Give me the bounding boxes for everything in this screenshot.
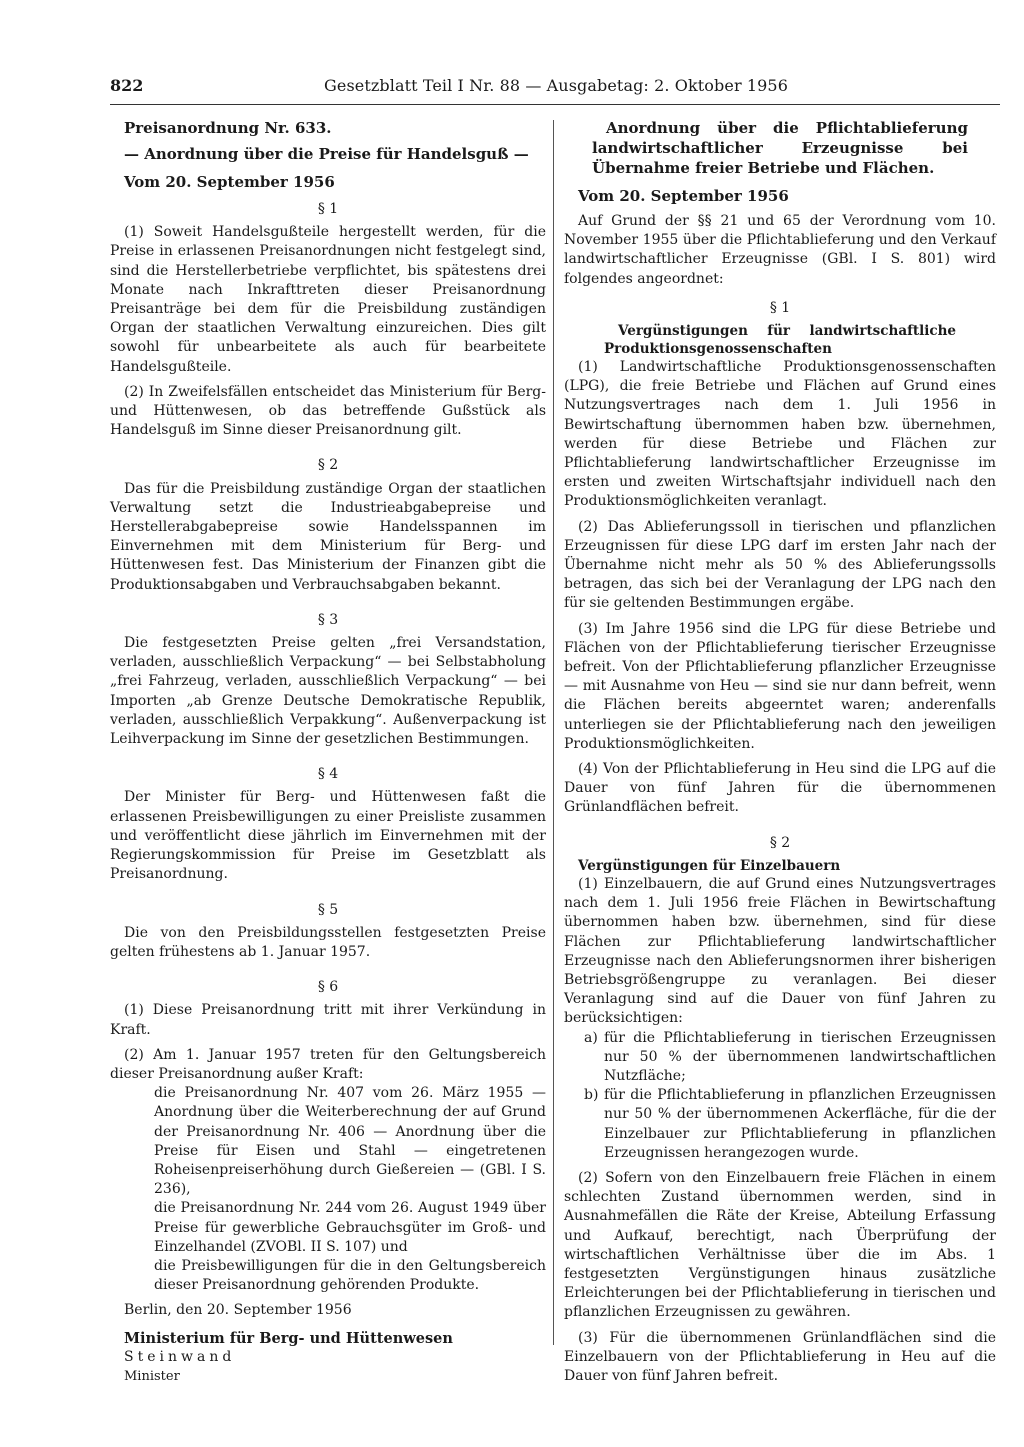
gazette-title: Gesetzblatt Teil I Nr. 88 — Ausgabetag: 2. Oktober 1956: [324, 76, 788, 95]
left-s1-heading: § 1: [317, 201, 339, 217]
left-s1-p2: (2) In Zweifelsfällen entscheidet das Ministerium für Berg- und Hüttenwesen, ob das betreffende Gußstück als Handelsguß im Sinne dieser Preisanordnung gilt.: [110, 383, 546, 439]
page-header: [110, 76, 910, 100]
right-s2-p3: (3) Für die übernommenen Grünlandflächen sind die Einzelbauern von der Pflichtablieferung in Heu auf die Dauer von fünf Jahren befreit.: [564, 1329, 996, 1384]
list-text-a: für die Pflichtablieferung in tierischen Erzeugnissen nur 50 % der übernommenen landwirtschaftlichen Nutzfläche;: [604, 1029, 996, 1084]
left-s6-p1: (1) Diese Preisanordnung tritt mit ihrer Verkündung in Kraft.: [110, 1002, 546, 1038]
left-s5-p1: Die von den Preisbildungsstellen festgesetzten Preise gelten frühestens ab 1. Januar 1957.: [110, 924, 546, 960]
left-s6-item1: die Preisanordnung Nr. 407 vom 26. März 1955 — Anordnung über die Weiterberechnung der auf Grund der Preisanordnung Nr. 406 — Anordnung über die Preise für Eisen und Stahl — eingetretenen Roheisenpreiserhöhung durch Gießereien — (GBl. I S. 236),: [154, 1085, 546, 1198]
left-s6-item2: die Preisanordnung Nr. 244 vom 26. August 1949 über Preise für gewerbliche Gebrauchsgüter im Groß- und Einzelhandel (ZVOBl. II S. 107) und: [154, 1200, 546, 1255]
page-number: 822: [110, 76, 144, 95]
left-date: Vom 20. September 1956: [124, 173, 335, 191]
left-s3-heading: § 3: [317, 611, 339, 628]
left-s2-heading: § 2: [317, 457, 339, 474]
place-date: Berlin, den 20. September 1956: [124, 1302, 352, 1319]
right-date: Vom 20. September 1956: [578, 187, 789, 205]
right-s1-p4: (4) Von der Pflichtablieferung in Heu sind die LPG auf die Dauer von fünf Jahren für die übernommenen Grünlandflächen befreit.: [564, 761, 996, 816]
column-divider: [553, 120, 554, 1345]
right-s2-subheading: Vergünstigungen für Einzelbauern: [578, 857, 841, 874]
right-s1-heading: § 1: [769, 299, 791, 316]
left-s6-item3: die Preisbewilligungen für die in den Geltungsbereich dieser Preisanordnung gehörenden Produkte.: [154, 1257, 546, 1294]
right-s1-p3: (3) Im Jahre 1956 sind die LPG für diese Betriebe und Flächen von der Pflichtablieferung tierischer Erzeugnisse befreit. Von der Pflichtablieferung pflanzlicher Erzeugnisse — mit Ausnahme von Heu — sind sie nur dann befreit, wenn die Flächen bereits abgeerntet waren; anderenfalls unterliegen sie der Pflichtablieferung nach den jeweiligen Produktionsmöglichkeiten.: [564, 620, 996, 752]
right-title: Anordnung über die Pflichtablieferung landwirtschaftlicher Erzeugnisse bei Übernahme freier Betriebe und Flächen.: [592, 119, 968, 177]
right-s1-p2: (2) Das Ablieferungssoll in tierischen und pflanzlichen Erzeugnissen für diese LPG darf im ersten Jahr nach der Übernahme nicht mehr als 50 % des Ablieferungssolls betragen, das sich bei der Veranlagung der LPG nach den für sie geltenden Bestimmungen ergäbe.: [564, 518, 996, 612]
left-s1-p1: (1) Soweit Handelsgußteile hergestellt werden, für die Preise in erlassenen Preisanordnungen nicht festgelegt sind, sind die Herstellerbetriebe verpflichtet, bis spätestens drei Monate nach Inkrafttreten dieser Preisanordnung Preisanträge bei dem für die Preisbildung zuständigen Organ der staatlichen Verwaltung einzureichen. Dies gilt sowohl für unbearbeitete als auch für bearbeitete Handelsgußteile.: [110, 224, 546, 375]
right-s2-heading: § 2: [769, 834, 791, 851]
left-column: [110, 118, 546, 1386]
left-s4-p1: Der Minister für Berg- und Hüttenwesen faßt die erlassenen Preisbewilligungen zu einer Preisliste zusammen und veröffentlicht diese jährlich im Einvernehmen mit der Regierungskommission für Preise im Gesetzblatt als Preisanordnung.: [110, 789, 546, 883]
left-s3-p1: Die festgesetzten Preise gelten „frei Versandstation, verladen, ausschließlich Verpackung“ — bei Selbstabholung „frei Fahrzeug, verladen, ausschließlich Verpackung“ — bei Importen „ab Grenze Deutsche Demokratische Republik, verladen, ausschließlich Verpakkung“. Außenverpackung ist Leihverpackung im Sinne der gesetzlichen Bestimmungen.: [110, 635, 546, 748]
list-label-b: b): [584, 1087, 599, 1104]
right-s2-p1: (1) Einzelbauern, die auf Grund eines Nutzungsvertrages nach dem 1. Juli 1956 freie Flächen in Bewirtschaftung übernommen haben bzw. übernehmen, sind für diese Flächen zur Pflichtablieferung landwirtschaftlicher Erzeugnisse nach den Ablieferungsnormen ihrer bisherigen Betriebsgrößengruppe zu veranlagen. Bei dieser Veranlagung sind auf die Dauer von fünf Jahren zu berücksichtigen:: [564, 875, 996, 1027]
left-s2-p1: Das für die Preisbildung zuständige Organ der staatlichen Verwaltung setzt die Industrieabgabepreise und Herstellerabgabepreise sowie Handelsspannen im Einvernehmen mit dem Ministerium für Berg- und Hüttenwesen fest. Das Ministerium der Finanzen gibt die Produktionsabgaben und Verbrauchsabgaben bekannt.: [110, 480, 546, 593]
left-s6-p2: (2) Am 1. Januar 1957 treten für den Geltungsbereich dieser Preisanordnung außer Kraft:: [110, 1046, 546, 1082]
left-title: Preisanordnung Nr. 633.: [124, 119, 332, 137]
list-label-a: a): [584, 1029, 598, 1046]
right-column: [564, 118, 996, 1386]
left-subtitle: — Anordnung über die Preise für Handelsguß —: [124, 145, 529, 163]
right-s2-p2: (2) Sofern von den Einzelbauern freie Flächen in einem schlechten Zustand übernommen werden, sind in Ausnahmefällen die Räte der Kreise, Abteilung Erfassung und Aufkauf, berechtigt, nach Überprüfung der wirtschaftlichen Verhältnisse über die im Abs. 1 festgesetzten Vergünstigungen hinaus zusätzliche Erleichterungen bei der Pflichtablieferung in tierischen und pflanzlichen Erzeugnissen zu gewähren.: [564, 1169, 996, 1321]
header-rule: [110, 104, 1000, 105]
ministry-name: Ministerium für Berg- und Hüttenwesen: [124, 1329, 453, 1347]
right-intro: Auf Grund der §§ 21 und 65 der Verordnung vom 10. November 1955 über die Pflichtablieferung und den Verkauf landwirtschaftlicher Erzeugnisse (GBl. I S. 801) wird folgendes angeordnet:: [564, 213, 996, 287]
right-s1-subheading: Vergünstigungen für landwirtschaftliche Produktionsgenossenschaften: [604, 323, 956, 358]
list-item-a: [584, 1029, 996, 1087]
signer-name: Steinwand: [124, 1348, 236, 1365]
left-s4-heading: § 4: [317, 766, 339, 783]
list-text-b: für die Pflichtablieferung in pflanzlichen Erzeugnissen nur 50 % der übernommenen Ackerfläche, für die der Einzelbauer zur Pflichtablieferung in pflanzlichen Erzeugnissen herangezogen wurde.: [604, 1087, 996, 1161]
right-s1-p1: (1) Landwirtschaftliche Produktionsgenossenschaften (LPG), die freie Betriebe und Flächen auf Grund eines Nutzungsvertrages nach dem 1. Juli 1956 in Bewirtschaftung übernommen haben bzw. übernehmen, werden für diese Betriebe und Flächen zur Pflichtablieferung landwirtschaftlicher Erzeugnisse im ersten und zweiten Wirtschaftsjahr individuell nach den Produktionsmöglichkeiten veranlagt.: [564, 359, 996, 510]
signer-title: Minister: [124, 1368, 180, 1384]
left-s6-heading: § 6: [317, 979, 339, 996]
left-s5-heading: § 5: [317, 901, 339, 918]
list-item-b: [584, 1086, 996, 1163]
